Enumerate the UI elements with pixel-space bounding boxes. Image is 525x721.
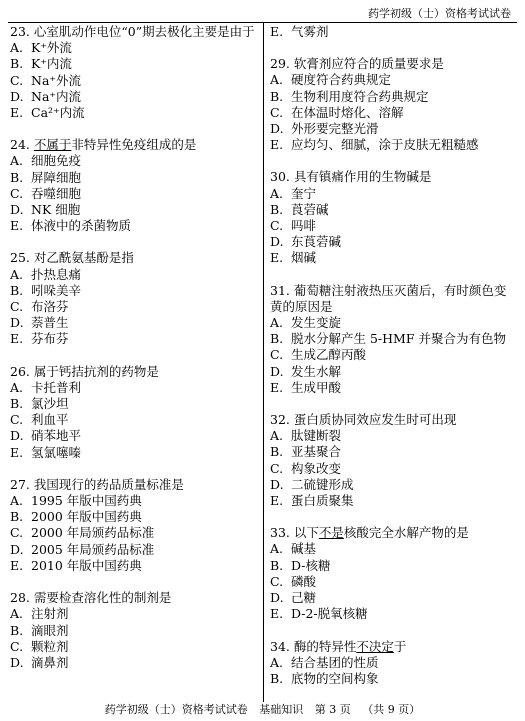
option-letter: D. <box>10 315 24 331</box>
answer-option <box>10 283 258 299</box>
stem-text: 24. <box>10 137 34 153</box>
question <box>270 169 518 266</box>
answer-option <box>270 347 518 363</box>
answer-option <box>270 218 518 234</box>
answer-option <box>270 558 518 574</box>
option-text: 2000 年版中国药典 <box>31 509 142 525</box>
answer-option <box>10 428 258 444</box>
option-text: 吗啡 <box>291 218 317 234</box>
stem-text: 于 <box>393 638 407 654</box>
emphasis-text: 不属于 <box>33 137 72 153</box>
answer-option <box>10 606 258 622</box>
answer-option <box>10 558 258 574</box>
stem-text: 核酸完全水解产物的是 <box>343 525 469 541</box>
option-letter: C. <box>270 218 284 234</box>
option-text: 在体温时熔化、溶解 <box>291 104 404 120</box>
option-text: 2005 年局颁药品标准 <box>31 541 155 557</box>
option-text: 己糖 <box>291 590 317 606</box>
option-text: 底物的空间构象 <box>291 670 379 686</box>
left-column <box>10 24 258 687</box>
option-text: 扑热息痛 <box>31 266 82 282</box>
answer-option <box>10 509 258 525</box>
option-text: 脱水分解产生 5-HMF 并聚合为有色物 <box>291 331 506 347</box>
option-letter: D. <box>270 234 284 250</box>
question <box>270 24 518 40</box>
option-letter: B. <box>10 169 24 185</box>
question <box>10 477 258 574</box>
answer-option <box>10 89 258 105</box>
answer-option <box>270 250 518 266</box>
answer-option <box>10 445 258 461</box>
option-text: 屏障细胞 <box>31 169 82 185</box>
answer-option <box>10 186 258 202</box>
option-letter: E. <box>270 24 284 39</box>
answer-option <box>270 493 518 509</box>
option-text: 生成乙醇丙酸 <box>291 347 367 363</box>
answer-option <box>10 315 258 331</box>
option-letter: B. <box>270 88 284 104</box>
question-stem <box>10 24 258 40</box>
option-text: 生物利用度符合药典规定 <box>291 88 429 104</box>
option-letter: B. <box>10 282 24 298</box>
option-letter: B. <box>10 509 24 525</box>
question-stem <box>10 477 258 493</box>
option-letter: E. <box>10 218 24 234</box>
answer-option <box>270 364 518 380</box>
option-text: 利血平 <box>31 412 69 428</box>
answer-option <box>270 234 518 250</box>
answer-option <box>270 606 518 622</box>
option-letter: A. <box>270 72 284 88</box>
option-text: 注射剂 <box>31 606 69 622</box>
option-text: 蛋白质聚集 <box>291 493 354 509</box>
option-letter: E. <box>270 606 284 622</box>
option-letter: C. <box>270 460 284 476</box>
stem-text: 31. 葡萄糖注射液热压灭菌后，有时颜色变黄的原因是 <box>270 282 507 314</box>
footer-exam: 药学初级（士）资格考试试卷 <box>104 703 248 716</box>
option-text: 滴鼻剂 <box>31 654 69 670</box>
option-letter: A. <box>270 541 284 557</box>
option-letter: E. <box>10 444 24 460</box>
answer-option <box>10 105 258 121</box>
answer-option <box>270 590 518 606</box>
option-letter: B. <box>270 201 284 217</box>
option-text: K⁺内流 <box>31 56 72 72</box>
option-letter: A. <box>270 428 284 444</box>
answer-option <box>10 396 258 412</box>
option-letter: C. <box>10 412 24 428</box>
option-letter: E. <box>270 137 284 153</box>
answer-option <box>270 137 518 153</box>
option-letter: B. <box>10 56 24 72</box>
footer-subject: 基础知识 <box>259 703 304 716</box>
option-text: 吞噬细胞 <box>31 185 82 201</box>
option-letter: C. <box>10 299 24 315</box>
question <box>270 56 518 153</box>
option-text: 细胞免疫 <box>31 153 82 169</box>
option-letter: C. <box>270 347 284 363</box>
option-letter: D. <box>10 654 24 670</box>
answer-option <box>10 623 258 639</box>
answer-option <box>10 73 258 89</box>
option-text: 氯沙坦 <box>31 396 69 412</box>
option-text: 卡托普利 <box>31 379 82 395</box>
answer-option <box>270 461 518 477</box>
answer-option <box>270 331 518 347</box>
question-stem <box>10 590 258 606</box>
option-letter: D. <box>270 121 284 137</box>
option-letter: A. <box>10 40 24 56</box>
option-letter: A. <box>270 654 284 670</box>
question-stem <box>270 639 518 655</box>
question-stem <box>270 283 518 315</box>
option-text: 亚基聚合 <box>291 444 342 460</box>
option-text: 萘普生 <box>31 315 69 331</box>
answer-option <box>270 24 518 40</box>
answer-option <box>10 299 258 315</box>
option-letter: C. <box>270 573 284 589</box>
answer-option <box>270 428 518 444</box>
question <box>10 590 258 671</box>
option-text: Ca²⁺内流 <box>31 105 85 121</box>
stem-text: 25. 对乙酰氨基酚是指 <box>10 250 134 266</box>
option-letter: C. <box>10 525 24 541</box>
answer-option <box>10 267 258 283</box>
answer-option <box>10 40 258 56</box>
option-letter: D. <box>10 428 24 444</box>
option-letter: B. <box>270 557 284 573</box>
answer-option <box>10 331 258 347</box>
question-stem <box>10 137 258 153</box>
stem-text: 32. 蛋白质协同效应发生时可出现 <box>270 412 457 428</box>
option-letter: A. <box>270 185 284 201</box>
question <box>10 250 258 347</box>
answer-option <box>10 655 258 671</box>
question <box>10 137 258 234</box>
option-text: 莨菪碱 <box>291 201 329 217</box>
page-header <box>0 0 525 24</box>
option-letter: C. <box>10 185 24 201</box>
answer-option <box>270 186 518 202</box>
stem-text: 28. 需要检查溶化性的制剂是 <box>10 590 172 606</box>
option-letter: C. <box>10 72 24 88</box>
stem-text: 26. 属于钙拮抗剂的药物是 <box>10 363 159 379</box>
option-text: 2000 年局颁药品标准 <box>31 525 155 541</box>
option-text: 滴眼剂 <box>31 622 69 638</box>
stem-text: 23. 心室肌动作电位“0”期去极化主要是由于 <box>10 24 255 39</box>
option-letter: A. <box>270 315 284 331</box>
option-letter: D. <box>270 590 284 606</box>
option-letter: B. <box>270 331 284 347</box>
footer-total: （共 9 页） <box>362 703 421 716</box>
option-letter: D. <box>10 202 24 218</box>
right-column <box>270 24 518 703</box>
answer-option <box>10 56 258 72</box>
option-text: 二硫键形成 <box>291 476 354 492</box>
answer-option <box>10 170 258 186</box>
answer-option <box>270 105 518 121</box>
stem-text: 29. 软膏剂应符合的质量要求是 <box>270 56 444 72</box>
answer-option <box>10 493 258 509</box>
answer-option <box>270 89 518 105</box>
option-text: 硬度符合药典规定 <box>291 72 392 88</box>
option-text: 磷酸 <box>291 573 317 589</box>
option-text: 氢氯噻嗪 <box>31 444 82 460</box>
option-text: 外形要完整光滑 <box>291 121 379 137</box>
option-letter: B. <box>270 444 284 460</box>
question-stem <box>10 364 258 380</box>
stem-text: 30. 具有镇痛作用的生物碱是 <box>270 169 432 185</box>
option-text: 气雾剂 <box>291 24 329 39</box>
option-letter: A. <box>10 153 24 169</box>
option-text: 硝苯地平 <box>31 428 82 444</box>
option-letter: E. <box>10 557 24 573</box>
option-text: 发生变旋 <box>291 315 342 331</box>
stem-text: 非特异性免疫组成的是 <box>71 137 197 153</box>
option-text: 生成甲酸 <box>291 379 342 395</box>
stem-text: 27. 我国现行的药品质量标准是 <box>10 476 184 492</box>
answer-option <box>10 542 258 558</box>
option-text: D-2-脱氧核糖 <box>291 606 368 622</box>
option-text: 肽键断裂 <box>291 428 342 444</box>
answer-option <box>10 153 258 169</box>
option-text: 东莨菪碱 <box>291 234 342 250</box>
option-text: 2010 年版中国药典 <box>31 557 142 573</box>
option-letter: E. <box>270 250 284 266</box>
question <box>270 639 518 688</box>
option-letter: C. <box>10 638 24 654</box>
answer-option <box>270 574 518 590</box>
option-letter: B. <box>10 396 24 412</box>
option-letter: B. <box>270 670 284 686</box>
option-text: 1995 年版中国药典 <box>31 493 142 509</box>
option-text: 吲哚美辛 <box>31 282 82 298</box>
option-text: Na⁺外流 <box>31 72 81 88</box>
question <box>10 364 258 461</box>
option-letter: E. <box>10 331 24 347</box>
emphasis-text: 不是 <box>318 525 344 541</box>
option-text: 芬布芬 <box>31 331 69 347</box>
option-letter: B. <box>10 622 24 638</box>
page-footer <box>0 701 525 717</box>
question <box>270 412 518 509</box>
answer-option <box>270 444 518 460</box>
option-text: 烟碱 <box>291 250 317 266</box>
stem-text: 34. 酶的特异性 <box>270 638 357 654</box>
option-letter: D. <box>270 363 284 379</box>
answer-option <box>270 202 518 218</box>
answer-option <box>10 525 258 541</box>
option-text: 碱基 <box>291 541 317 557</box>
question-stem <box>270 56 518 72</box>
option-text: NK 细胞 <box>31 202 81 218</box>
question <box>270 525 518 622</box>
option-letter: A. <box>10 493 24 509</box>
stem-text: 33. 以下 <box>270 525 319 541</box>
option-text: 体液中的杀菌物质 <box>31 218 132 234</box>
option-text: 颗粒剂 <box>31 638 69 654</box>
answer-option <box>10 202 258 218</box>
option-letter: C. <box>270 104 284 120</box>
question-stem <box>270 525 518 541</box>
answer-option <box>10 380 258 396</box>
answer-option <box>270 671 518 687</box>
option-letter: D. <box>270 476 284 492</box>
option-letter: E. <box>270 493 284 509</box>
question <box>270 283 518 396</box>
option-letter: A. <box>10 606 24 622</box>
question-stem <box>270 412 518 428</box>
option-text: 发生水解 <box>291 363 342 379</box>
option-letter: E. <box>10 105 24 121</box>
question-stem <box>270 169 518 185</box>
answer-option <box>270 315 518 331</box>
header-title: 药学初级（士）资格考试试卷 <box>368 7 511 20</box>
answer-option <box>270 72 518 88</box>
option-letter: D. <box>10 541 24 557</box>
option-text: 布洛芬 <box>31 299 69 315</box>
option-text: K⁺外流 <box>31 40 72 56</box>
footer-page: 第 3 页 <box>314 703 351 716</box>
question <box>10 24 258 121</box>
answer-option <box>270 477 518 493</box>
option-text: 结合基团的性质 <box>291 654 379 670</box>
answer-option <box>270 541 518 557</box>
answer-option <box>270 380 518 396</box>
answer-option <box>10 412 258 428</box>
option-text: 奎宁 <box>291 185 317 201</box>
option-letter: A. <box>10 266 24 282</box>
answer-option <box>270 121 518 137</box>
answer-option <box>10 218 258 234</box>
answer-option <box>10 639 258 655</box>
column-divider <box>263 22 264 702</box>
emphasis-text: 不决定 <box>356 638 394 654</box>
option-letter: A. <box>10 379 24 395</box>
answer-option <box>270 655 518 671</box>
option-letter: D. <box>10 88 24 104</box>
question-stem <box>10 250 258 266</box>
option-text: 应均匀、细腻，涂于皮肤无粗糙感 <box>291 137 479 153</box>
option-text: D-核糖 <box>291 557 331 573</box>
option-text: Na⁺内流 <box>31 88 81 104</box>
option-letter: E. <box>270 379 284 395</box>
option-text: 构象改变 <box>291 460 342 476</box>
